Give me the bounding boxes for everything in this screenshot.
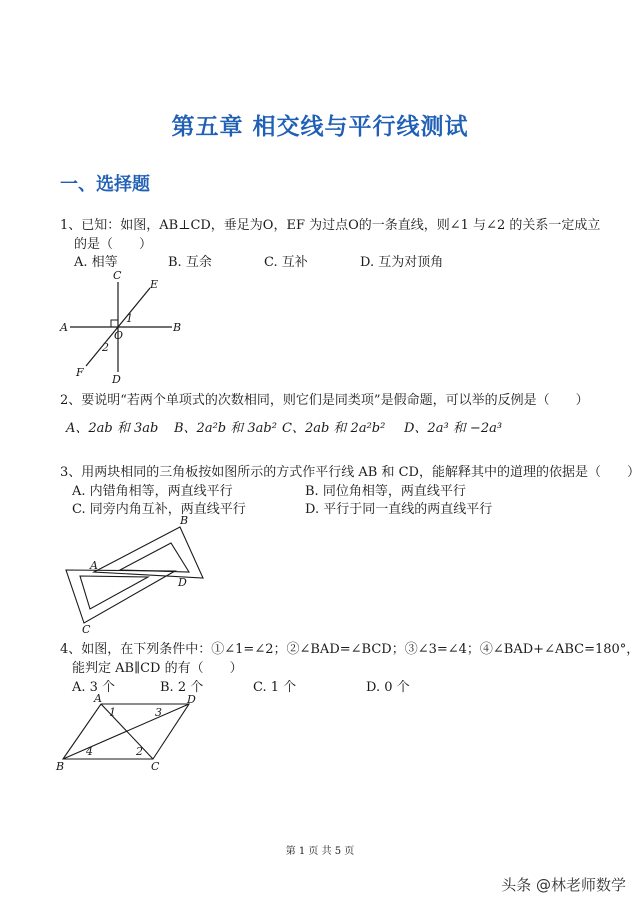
q4-stem-line2: 能判定 AB∥CD 的有（ ） <box>72 661 243 676</box>
q1-label-e: E <box>150 278 159 291</box>
q4-label-d: D <box>187 693 196 706</box>
q3-label-b: B <box>180 514 189 527</box>
q3-label-c: C <box>82 623 91 636</box>
q1-stem-line1: 1、已知：如图，AB⊥CD，垂足为O，EF 为过点O的一条直线，则∠1 与∠2 的关系一定成立 <box>60 218 601 233</box>
q3-label-d: D <box>178 576 187 589</box>
q1-label-c: C <box>113 269 122 282</box>
q4-angle-3: 3 <box>155 706 162 719</box>
q4-angle-2: 2 <box>136 745 143 758</box>
q1-option-a: A. 相等 <box>74 255 118 270</box>
q4-angle-4: 4 <box>86 745 93 758</box>
q1-label-d: D <box>112 373 121 386</box>
q1-label-b: B <box>173 321 182 334</box>
q1-option-c: C. 互补 <box>264 255 308 270</box>
q4-label-b: B <box>56 760 65 773</box>
q4-stem-line1: 4、如图，在下列条件中：①∠1=∠2；②∠BAD=∠BCD；③∠3=∠4；④∠BAD+∠ABC=180°， <box>60 642 640 657</box>
q1-angle-1: 1 <box>126 312 133 325</box>
q2-option-c: C、2ab 和 2a²b² <box>282 421 386 436</box>
q4-angle-1: 1 <box>109 706 116 719</box>
q1-label-f: F <box>76 366 84 379</box>
q1-angle-2: 2 <box>102 341 109 354</box>
q3-option-c: C. 同旁内角互补，两直线平行 <box>72 502 246 517</box>
q2-stem-line1: 2、要说明“若两个单项式的次数相同，则它们是同类项”是假命题，可以举的反例是（ ） <box>60 393 589 408</box>
q2-option-a: A、2ab 和 3ab <box>66 421 159 436</box>
q4-option-a: A. 3 个 <box>72 680 116 695</box>
q1-option-d: D. 互为对顶角 <box>360 255 444 270</box>
q1-option-b: B. 互余 <box>168 255 212 270</box>
q4-option-d: D. 0 个 <box>366 680 410 695</box>
q3-option-a: A. 内错角相等，两直线平行 <box>72 484 233 499</box>
page-title: 第五章 相交线与平行线测试 <box>171 114 469 140</box>
q2-option-d: D、2a³ 和 −2a³ <box>404 421 503 436</box>
q3-option-d: D. 平行于同一直线的两直线平行 <box>305 502 493 517</box>
q4-label-c: C <box>151 760 160 773</box>
q4-option-c: C. 1 个 <box>253 680 297 695</box>
q1-stem-line2: 的是（ ） <box>74 237 153 252</box>
q2-option-b: B、2a²b 和 3ab² <box>174 421 277 436</box>
q3-option-b: B. 同位角相等，两直线平行 <box>305 484 466 499</box>
q1-label-o: O <box>114 329 124 342</box>
q4-label-a: A <box>94 692 102 705</box>
q4-option-b: B. 2 个 <box>160 680 204 695</box>
watermark: 头条 @林老师数学 <box>501 876 626 894</box>
page-footer: 第 1 页 共 5 页 <box>285 846 355 857</box>
q1-label-a: A <box>60 321 68 334</box>
q3-stem-line1: 3、用两块相同的三角板按如图所示的方式作平行线 AB 和 CD，能解释其中的道理的依据是（ ） <box>60 465 640 480</box>
section-title: 一、选择题 <box>60 174 150 195</box>
q3-label-a: A <box>90 559 98 572</box>
